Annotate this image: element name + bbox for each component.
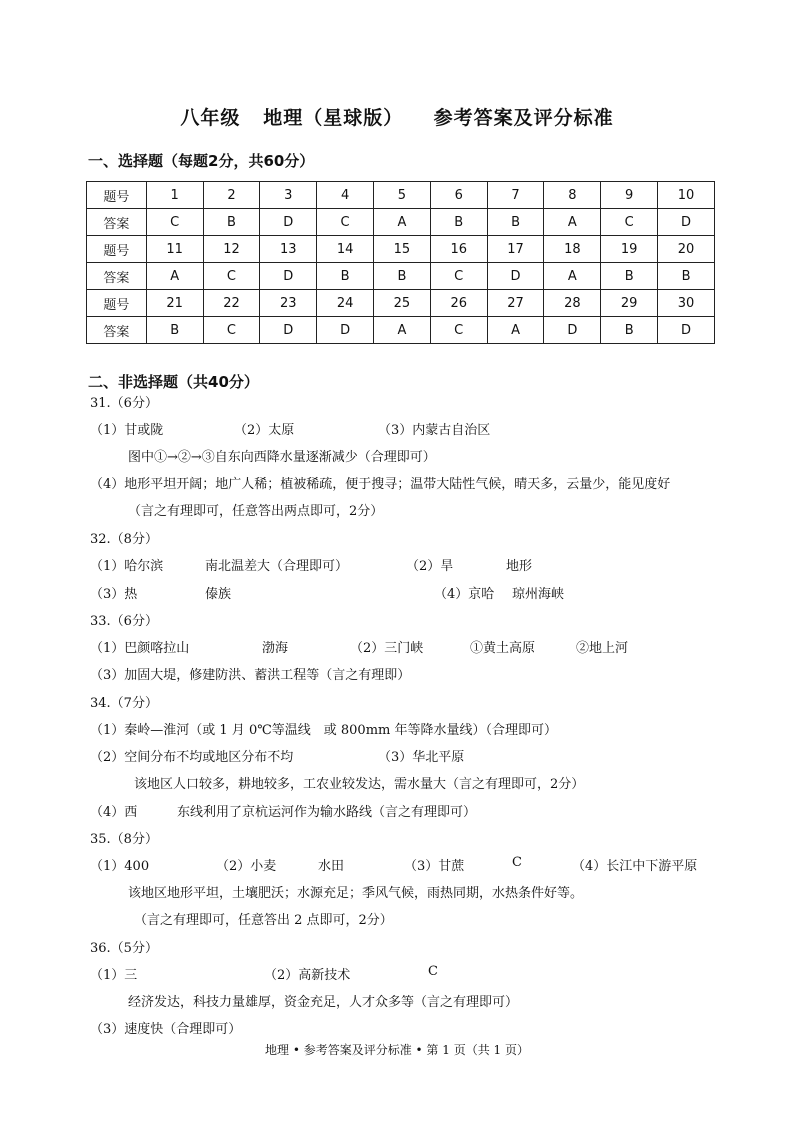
table-cell: 29 xyxy=(601,290,658,317)
table-cell: C xyxy=(203,317,260,344)
q36-answer-1: （1）三 xyxy=(90,968,138,983)
table-row xyxy=(87,263,715,290)
table-cell: B xyxy=(430,209,487,236)
table-cell: 27 xyxy=(487,290,544,317)
table-row xyxy=(87,182,715,209)
table-cell: 7 xyxy=(487,182,544,209)
table-row-header: 答案 xyxy=(87,263,147,290)
table-cell: 18 xyxy=(544,236,601,263)
table-row-header: 题号 xyxy=(87,290,147,317)
table-cell: D xyxy=(260,317,317,344)
table-cell: D xyxy=(260,209,317,236)
q34-answer-3-detail: 该地区人口较多，耕地较多，工农业较发达，需水量大（言之有理即可，2分） xyxy=(134,777,585,792)
table-row-header: 答案 xyxy=(87,209,147,236)
table-cell: C xyxy=(601,209,658,236)
table-row-header: 题号 xyxy=(87,236,147,263)
table-cell: C xyxy=(146,209,203,236)
table-cell: D xyxy=(260,263,317,290)
table-cell: 8 xyxy=(544,182,601,209)
table-cell: 3 xyxy=(260,182,317,209)
table-cell: D xyxy=(544,317,601,344)
table-cell: 22 xyxy=(203,290,260,317)
table-cell: A xyxy=(544,263,601,290)
table-cell: B xyxy=(601,317,658,344)
q33-answer-2: （2）三门峡 xyxy=(350,641,424,656)
q34-header: 34.（7分） xyxy=(90,696,158,711)
q35-header: 35.（8分） xyxy=(90,832,158,847)
table-cell: A xyxy=(487,317,544,344)
q36-answer-2-detail: 经济发达，科技力量雄厚，资金充足，人才众多等（言之有理即可） xyxy=(128,995,519,1010)
table-row-header: 答案 xyxy=(87,317,147,344)
table-cell: 14 xyxy=(317,236,374,263)
table-cell: A xyxy=(146,263,203,290)
section1-heading: 一、选择题（每题2分，共60分） xyxy=(88,152,315,170)
table-cell: D xyxy=(487,263,544,290)
table-cell: C xyxy=(430,263,487,290)
table-cell: 12 xyxy=(203,236,260,263)
table-cell: D xyxy=(658,209,715,236)
table-cell: 25 xyxy=(374,290,431,317)
q31-answer-4: （4）地形平坦开阔；地广人稀；植被稀疏，便于搜寻；温带大陆性气候，晴天多，云量少，能见度好 xyxy=(90,477,671,492)
q31-header: 31.（6分） xyxy=(90,396,158,411)
table-cell: B xyxy=(658,263,715,290)
table-cell: 11 xyxy=(146,236,203,263)
table-cell: 20 xyxy=(658,236,715,263)
table-cell: B xyxy=(601,263,658,290)
q36-answer-2b: C xyxy=(428,964,438,979)
q33-answer-2c: ②地上河 xyxy=(576,641,629,656)
q35-answer-4-note: （言之有理即可，任意答出 2 点即可，2分） xyxy=(134,913,393,928)
table-cell: B xyxy=(374,263,431,290)
q34-answer-4: （4）西 xyxy=(90,805,138,820)
q36-header: 36.（5分） xyxy=(90,941,158,956)
q32-answer-3b: 傣族 xyxy=(205,587,232,602)
q31-answer-4-note: （言之有理即可，任意答出两点即可，2分） xyxy=(128,504,384,519)
q36-answer-3: （3）速度快（合理即可） xyxy=(90,1022,242,1037)
title-subject: 地理（星球版） xyxy=(263,107,404,129)
table-cell: C xyxy=(317,209,374,236)
table-cell: 6 xyxy=(430,182,487,209)
table-cell: A xyxy=(374,317,431,344)
q32-answer-4: （4）京哈 xyxy=(434,587,495,602)
table-cell: 5 xyxy=(374,182,431,209)
table-cell: 23 xyxy=(260,290,317,317)
table-row-header: 题号 xyxy=(87,182,147,209)
q35-answer-2b: 水田 xyxy=(318,859,345,874)
q32-answer-1: （1）哈尔滨 xyxy=(90,559,164,574)
table-cell: 17 xyxy=(487,236,544,263)
table-cell: C xyxy=(430,317,487,344)
q33-answer-1b: 渤海 xyxy=(262,641,289,656)
answer-table xyxy=(86,181,715,344)
q33-answer-3: （3）加固大堤，修建防洪、蓄洪工程等（言之有理即） xyxy=(90,668,411,683)
q32-answer-2: （2）旱 xyxy=(406,559,454,574)
table-row xyxy=(87,290,715,317)
section2-heading: 二、非选择题（共40分） xyxy=(88,373,259,391)
q33-answer-2b: ①黄土高原 xyxy=(470,641,536,656)
table-cell: 15 xyxy=(374,236,431,263)
table-cell: 4 xyxy=(317,182,374,209)
q34-answer-2: （2）空间分布不均或地区分布不均 xyxy=(90,750,294,765)
q33-header: 33.（6分） xyxy=(90,614,158,629)
table-cell: 19 xyxy=(601,236,658,263)
q32-header: 32.（8分） xyxy=(90,532,158,547)
q31-answer-3-detail: 图中①→②→③自东向西降水量逐渐减少（合理即可） xyxy=(128,450,436,465)
q35-answer-4: （4）长江中下游平原 xyxy=(572,859,698,874)
table-cell: 21 xyxy=(146,290,203,317)
table-cell: 10 xyxy=(658,182,715,209)
q32-answer-2b: 地形 xyxy=(506,559,533,574)
page-footer: 地理 • 参考答案及评分标准 • 第 1 页（共 1 页） xyxy=(265,1043,529,1057)
q35-answer-3b: C xyxy=(512,855,522,870)
q34-answer-4-detail: 东线利用了京杭运河作为输水路线（言之有理即可） xyxy=(177,805,477,820)
q34-answer-1: （1）秦岭—淮河（或 1 月 0℃等温线 或 800mm 年等降水量线）（合理即可） xyxy=(90,723,557,738)
table-cell: 30 xyxy=(658,290,715,317)
table-cell: 24 xyxy=(317,290,374,317)
q31-answer-1: （1）甘或陇 xyxy=(90,423,164,438)
q35-answer-3: （3）甘蔗 xyxy=(404,859,465,874)
table-cell: A xyxy=(374,209,431,236)
table-cell: 9 xyxy=(601,182,658,209)
table-cell: 28 xyxy=(544,290,601,317)
table-cell: A xyxy=(544,209,601,236)
table-row xyxy=(87,236,715,263)
title-grade: 八年级 xyxy=(180,107,241,129)
table-cell: B xyxy=(487,209,544,236)
page-title xyxy=(0,103,794,130)
q32-answer-4b: 琼州海峡 xyxy=(512,587,565,602)
table-cell: B xyxy=(203,209,260,236)
q35-answer-1: （1）400 xyxy=(90,859,150,874)
table-cell: 16 xyxy=(430,236,487,263)
table-cell: 2 xyxy=(203,182,260,209)
q35-answer-2: （2）小麦 xyxy=(216,859,277,874)
q34-answer-3: （3）华北平原 xyxy=(378,750,465,765)
table-cell: D xyxy=(317,317,374,344)
q32-answer-3: （3）热 xyxy=(90,587,138,602)
q32-answer-1b: 南北温差大（合理即可） xyxy=(205,559,349,574)
table-cell: C xyxy=(203,263,260,290)
title-doc: 参考答案及评分标准 xyxy=(433,107,614,129)
table-row xyxy=(87,209,715,236)
q33-answer-1: （1）巴颜喀拉山 xyxy=(90,641,190,656)
table-cell: 13 xyxy=(260,236,317,263)
table-cell: 1 xyxy=(146,182,203,209)
table-cell: B xyxy=(146,317,203,344)
table-row xyxy=(87,317,715,344)
table-cell: 26 xyxy=(430,290,487,317)
table-cell: D xyxy=(658,317,715,344)
q35-answer-4-detail: 该地区地形平坦，土壤肥沃；水源充足；季风气候，雨热同期，水热条件好等。 xyxy=(128,886,584,901)
q31-answer-2: （2）太原 xyxy=(234,423,295,438)
q36-answer-2: （2）高新技术 xyxy=(264,968,351,983)
table-cell: B xyxy=(317,263,374,290)
q31-answer-3: （3）内蒙古自治区 xyxy=(378,423,491,438)
